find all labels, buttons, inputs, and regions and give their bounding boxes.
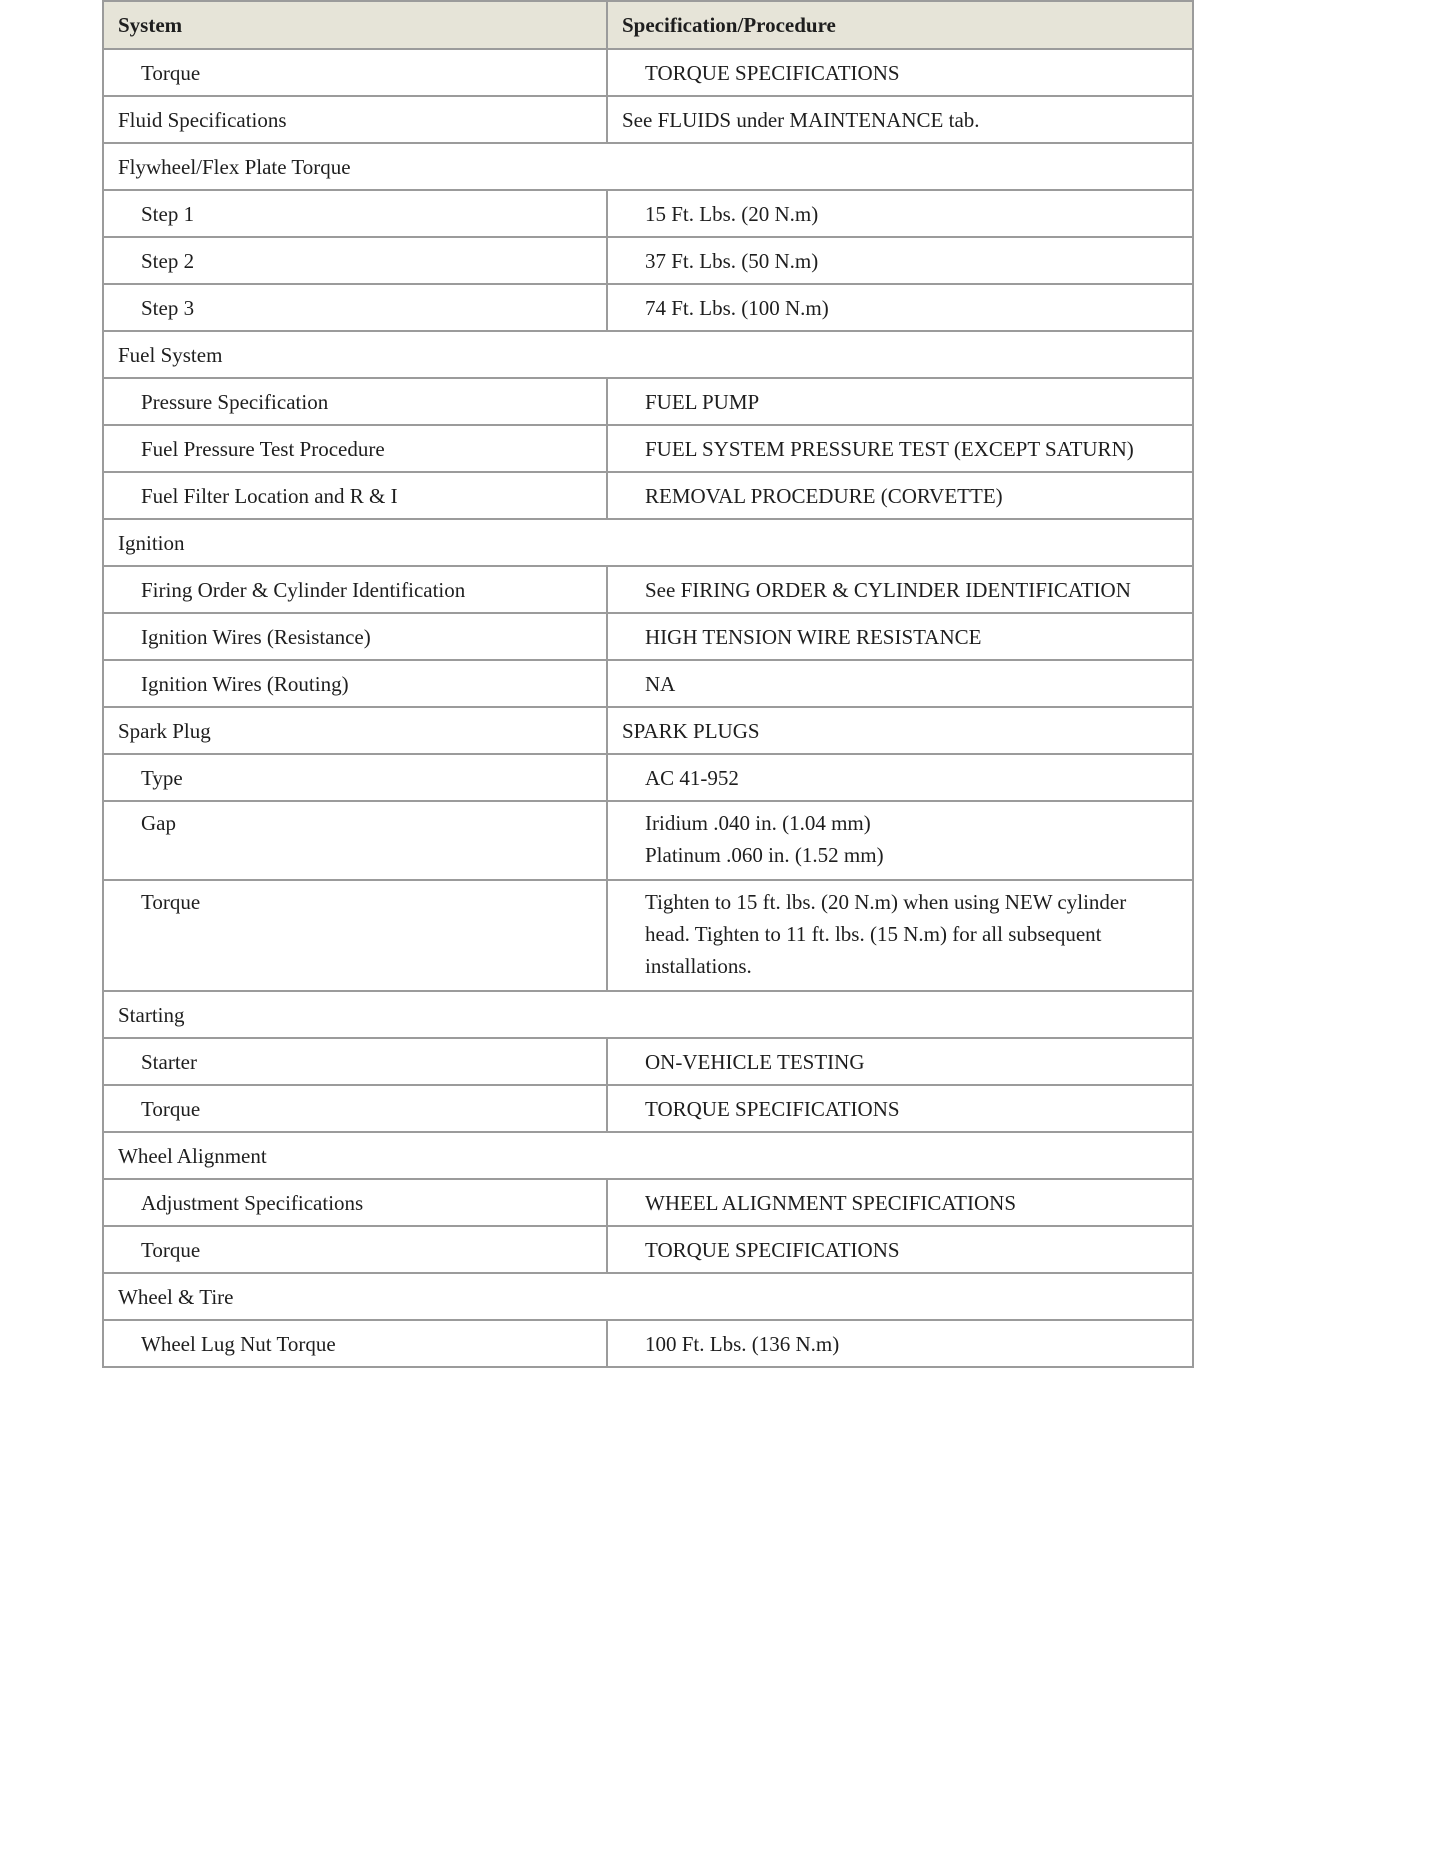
table-row — [103, 707, 1193, 754]
system-cell: Wheel Lug Nut Torque — [103, 1320, 607, 1367]
section-row — [103, 143, 1193, 190]
specification-table — [102, 0, 1194, 1368]
section-title: Wheel & Tire — [103, 1273, 1193, 1320]
section-title: Ignition — [103, 519, 1193, 566]
spec-line: AC 41-952 — [645, 765, 739, 790]
spec-cell — [607, 880, 1193, 991]
table-row — [103, 754, 1193, 801]
system-cell: Torque — [103, 49, 607, 96]
spec-line: head. Tighten to 11 ft. lbs. (15 N.m) for all subsequent — [645, 922, 1102, 946]
spec-line: FUEL PUMP — [645, 389, 760, 414]
spec-line: Tighten to 15 ft. lbs. (20 N.m) when using NEW cylinder — [645, 890, 1127, 914]
system-cell: Torque — [103, 1085, 607, 1132]
system-cell: Torque — [103, 1226, 607, 1273]
spec-line: TORQUE SPECIFICATIONS — [645, 1096, 900, 1121]
section-title: Flywheel/Flex Plate Torque — [103, 143, 1193, 190]
section-row — [103, 331, 1193, 378]
system-cell: Step 1 — [103, 190, 607, 237]
system-cell: Fuel Pressure Test Procedure — [103, 425, 607, 472]
table-row — [103, 1226, 1193, 1273]
system-cell: Ignition Wires (Routing) — [103, 660, 607, 707]
spec-line: REMOVAL PROCEDURE (CORVETTE) — [645, 483, 1003, 508]
spec-line: 74 Ft. Lbs. (100 N.m) — [645, 295, 829, 320]
table-row — [103, 1179, 1193, 1226]
header-specification: Specification/Procedure — [607, 1, 1193, 49]
system-cell: Step 3 — [103, 284, 607, 331]
table-body — [103, 49, 1193, 1367]
system-cell: Torque — [103, 880, 607, 991]
spec-cell — [607, 1226, 1193, 1273]
spec-cell — [607, 49, 1193, 96]
spec-line: Platinum .060 in. (1.52 mm) — [645, 843, 884, 867]
spec-line: NA — [645, 671, 676, 696]
table-row — [103, 425, 1193, 472]
system-cell: Adjustment Specifications — [103, 1179, 607, 1226]
section-row — [103, 1132, 1193, 1179]
spec-line: ON-VEHICLE TESTING — [645, 1049, 865, 1074]
spec-cell — [607, 754, 1193, 801]
table-row — [103, 613, 1193, 660]
spec-cell — [607, 425, 1193, 472]
spec-cell — [607, 801, 1193, 880]
system-cell: Step 2 — [103, 237, 607, 284]
spec-line: 100 Ft. Lbs. (136 N.m) — [645, 1331, 840, 1356]
table-row — [103, 284, 1193, 331]
spec-line: TORQUE SPECIFICATIONS — [645, 1237, 900, 1262]
spec-line: 37 Ft. Lbs. (50 N.m) — [645, 248, 819, 273]
spec-line: See FIRING ORDER & CYLINDER IDENTIFICATION — [645, 577, 1131, 602]
spec-line: 15 Ft. Lbs. (20 N.m) — [645, 201, 819, 226]
table-row — [103, 237, 1193, 284]
spec-cell — [607, 378, 1193, 425]
spec-line: Iridium .040 in. (1.04 mm) — [645, 811, 871, 835]
table-header-row — [103, 1, 1193, 49]
spec-cell — [607, 472, 1193, 519]
spec-cell — [607, 237, 1193, 284]
spec-line: WHEEL ALIGNMENT SPECIFICATIONS — [645, 1190, 1016, 1215]
spec-line: installations. — [645, 954, 752, 978]
spec-cell — [607, 1038, 1193, 1085]
spec-cell — [607, 1179, 1193, 1226]
spec-line: See FLUIDS under MAINTENANCE tab. — [622, 107, 980, 132]
section-title: Fuel System — [103, 331, 1193, 378]
section-row — [103, 991, 1193, 1038]
system-cell: Gap — [103, 801, 607, 880]
spec-cell — [607, 707, 1193, 754]
system-cell: Pressure Specification — [103, 378, 607, 425]
spec-cell — [607, 1085, 1193, 1132]
system-cell: Starter — [103, 1038, 607, 1085]
table-row — [103, 801, 1193, 880]
table-row — [103, 1320, 1193, 1367]
spec-cell — [607, 566, 1193, 613]
section-title: Starting — [103, 991, 1193, 1038]
spec-cell — [607, 96, 1193, 143]
system-cell: Firing Order & Cylinder Identification — [103, 566, 607, 613]
system-cell: Fluid Specifications — [103, 96, 607, 143]
system-cell: Spark Plug — [103, 707, 607, 754]
table-row — [103, 1085, 1193, 1132]
system-cell: Ignition Wires (Resistance) — [103, 613, 607, 660]
table-row — [103, 49, 1193, 96]
spec-line: HIGH TENSION WIRE RESISTANCE — [645, 624, 982, 649]
spec-line: SPARK PLUGS — [622, 718, 760, 743]
spec-line: FUEL SYSTEM PRESSURE TEST (EXCEPT SATURN) — [645, 436, 1134, 461]
spec-cell — [607, 284, 1193, 331]
table-row — [103, 190, 1193, 237]
section-row — [103, 1273, 1193, 1320]
spec-cell — [607, 1320, 1193, 1367]
header-system: System — [103, 1, 607, 49]
section-title: Wheel Alignment — [103, 1132, 1193, 1179]
system-cell: Type — [103, 754, 607, 801]
system-cell: Fuel Filter Location and R & I — [103, 472, 607, 519]
section-row — [103, 519, 1193, 566]
spec-cell — [607, 190, 1193, 237]
table-row — [103, 96, 1193, 143]
spec-cell — [607, 613, 1193, 660]
table-row — [103, 566, 1193, 613]
table-row — [103, 660, 1193, 707]
spec-cell — [607, 660, 1193, 707]
table-row — [103, 880, 1193, 991]
table-row — [103, 1038, 1193, 1085]
table-row — [103, 472, 1193, 519]
spec-line: TORQUE SPECIFICATIONS — [645, 60, 900, 85]
table-row — [103, 378, 1193, 425]
